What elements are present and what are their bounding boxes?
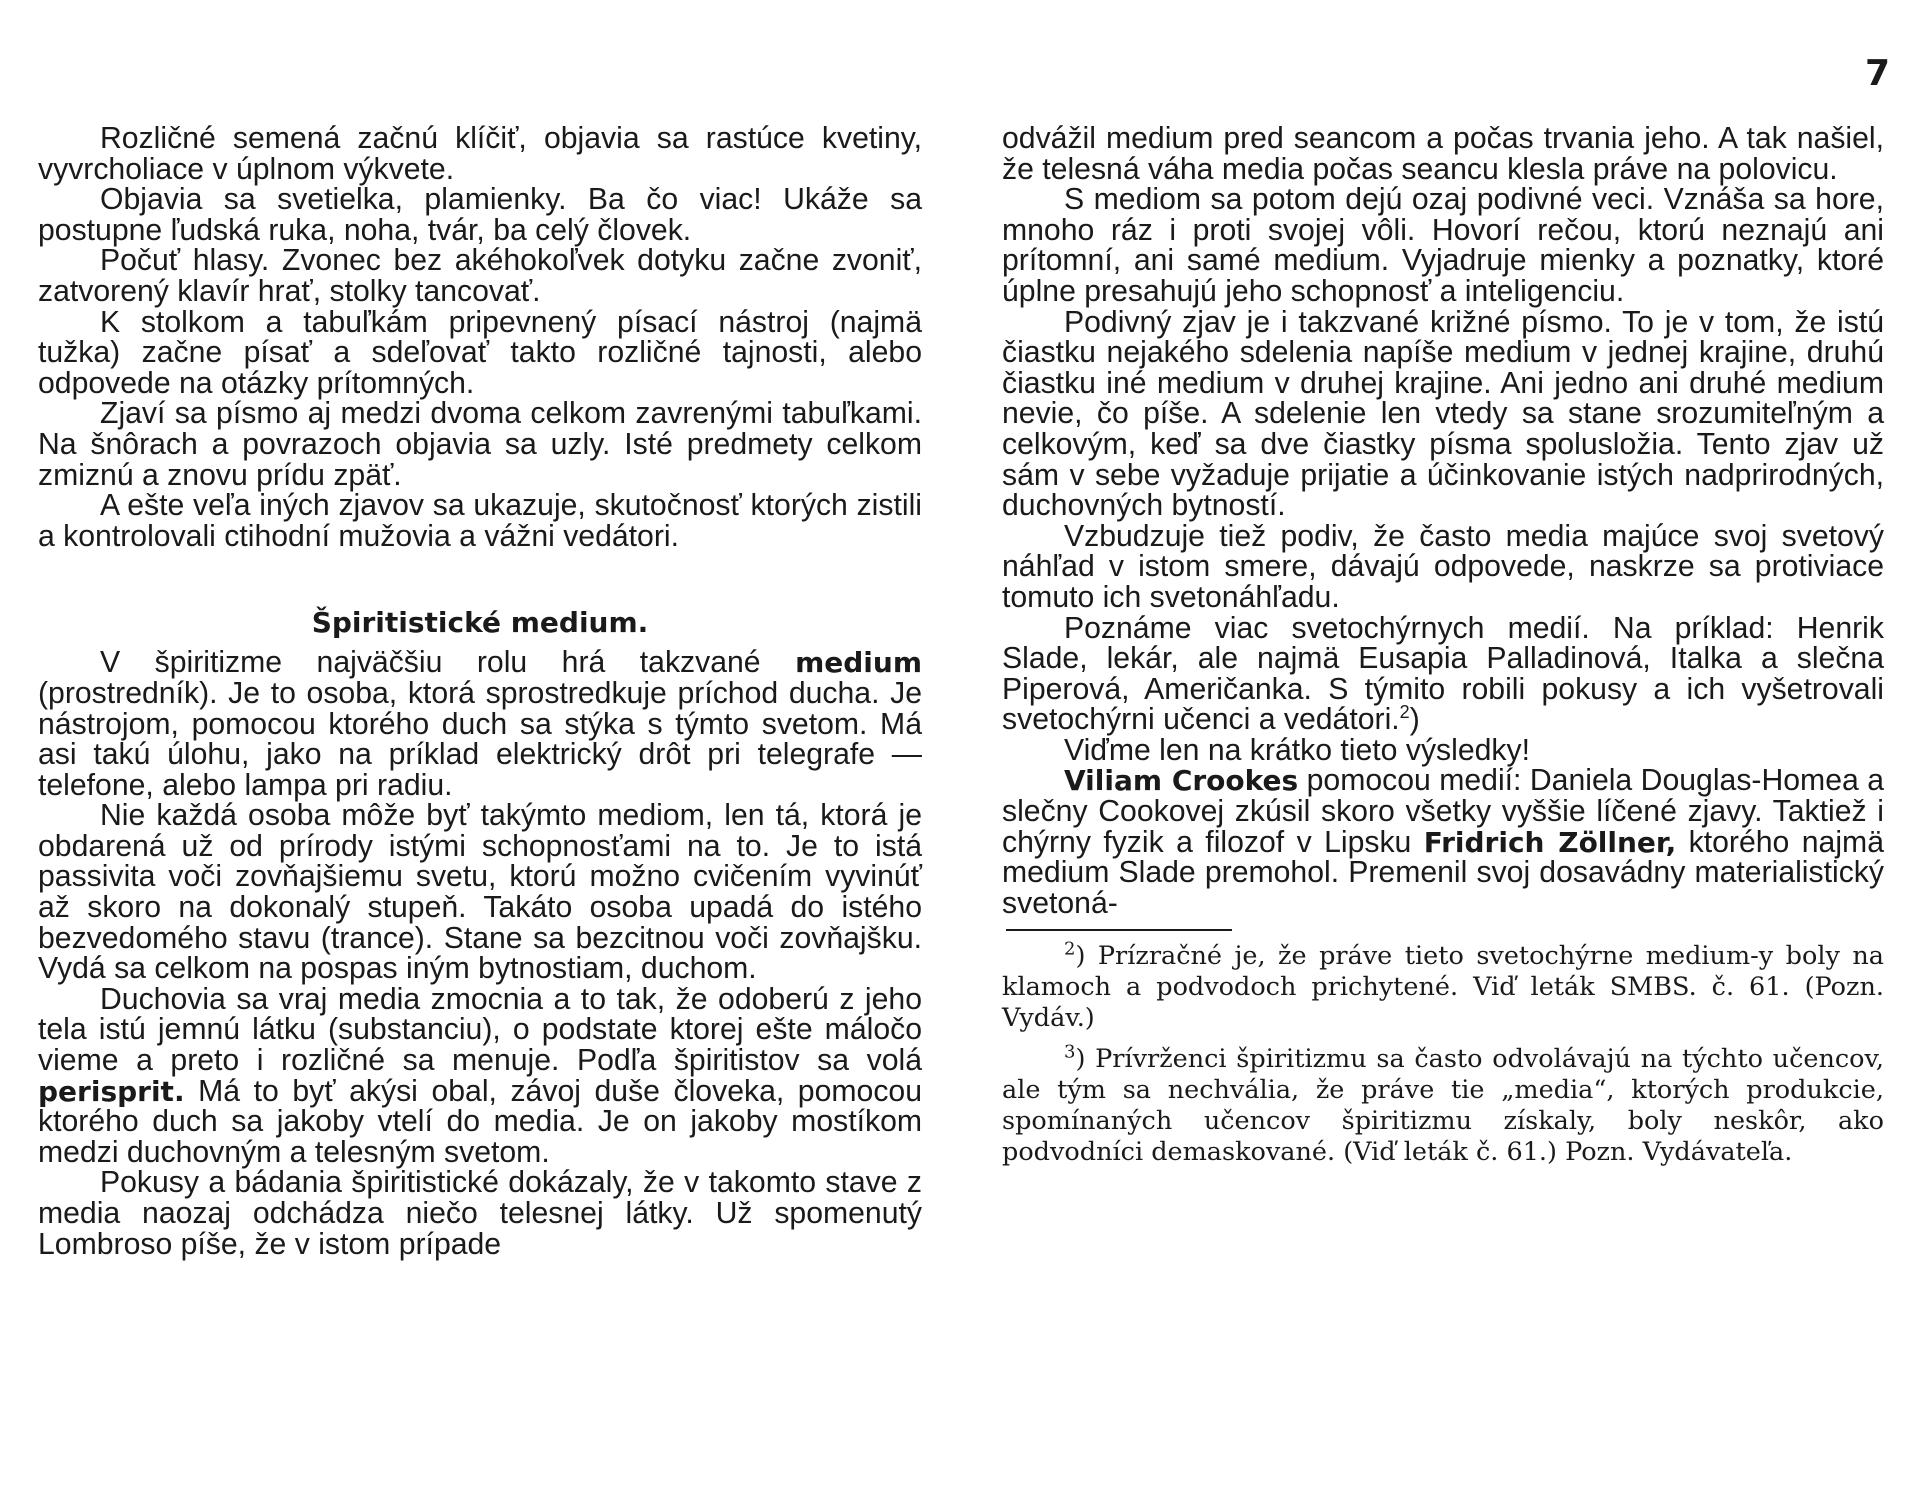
paragraph: odvážil medium pred seancom a počas trvania jeho. A tak našiel, že telesná váha media počas seancu klesla práve na polovicu. [1002,122,1884,186]
paragraph: Zjaví sa písmo aj medzi dvoma celkom zavrenými tabuľkami. Na šnôrach a povrazoch objavia sa uzly. Isté predmety celkom zmiznú a znovu prídu zpäť. [38,397,922,492]
paragraph [1002,766,1884,919]
paragraph: Podivný zjav je i takzvané križné písmo. To je v tom, že istú čiastku nejakého sdelenia napíše medium v jednej krajine, druhú čiastku iné medium v druhej krajine. Ani jedno ani druhé medium nevie, čo píše. A sdelenie len vtedy sa stane srozumiteľným a celkovým, keď sa dve čiastky písma spolusložia. Tento zjav už sám v sebe vyžaduje prijatie a účinkovanie istých nadprirodných, duchovných bytností. [1002,305,1884,523]
text-run: V špiritizme najväčšiu rolu hrá takzvané [100,646,796,680]
right-column [1002,124,1884,1178]
paragraph: Objavia sa svetielka, plamienky. Ba čo viac! Ukáže sa postupne ľudská ruka, noha, tvár, ba celý človek. [38,183,922,247]
bold-term: medium [795,646,922,680]
footnote-text: ) Prívrženci špiritizmu sa často odvolávajú na týchto učencov, ale tým sa nechvália, že práve tie „media“, ktorých produkcie, spomínaných učencov špiritizmu získaly, boly neskôr, ako podvodníci demaskované. (Viď leták č. 61.) Pozn. Vydávateľa. [1002,1044,1884,1168]
bold-name: Fridrich Zöllner, [1423,825,1677,859]
page-number: 7 [1864,53,1890,94]
footnote [1002,1041,1884,1168]
section-heading: Špiritistické medium. [311,606,649,640]
paragraph: Rozličné semená začnú klíčiť, objavia sa rastúce kvetiny, vyvrcholiace v úplnom výkvete. [38,122,922,186]
footnote-divider [1006,929,1232,931]
bold-term: perisprit. [38,1074,185,1108]
paragraph: Nie každá osoba môže byť takýmto mediom, len tá, ktorá je obdarená už od prírody istými schopnosťami na to. Je to istá passivita voči zovňajšiemu svetu, ktorú možno cvičením vyvinúť až skoro na dokonalý stupeň. Takáto osoba upadá do istého bezvedomého stavu (trance). Stane sa bezcitnou voči zovňajšku. Vydá sa celkom na pospas iným bytnostiam, duchom. [38,799,922,986]
paragraph [38,648,922,801]
footnote-ref: 2 [1399,702,1410,723]
footnote-text: ) Prízračné je, že práve tieto svetochýrne medium-y boly na klamoch a podvodoch prichytené. Viď leták SMBS. č. 61. (Pozn. Vydáv.) [1002,941,1884,1034]
paragraph: Pokusy a bádania špiritistické dokázaly, že v takomto stave z media naozaj odchádza niečo telesnej látky. Už spomenutý Lombroso píše, že v istom prípade [38,1166,922,1261]
footnote-marker: 3 [1064,1041,1076,1063]
bold-name: Viliam Crookes [1064,764,1299,798]
paragraph: Počuť hlasy. Zvonec bez akéhokoľvek dotyku začne zvoniť, zatvorený klavír hrať, stolky tancovať. [38,244,922,308]
paragraph: S mediom sa potom dejú ozaj podivné veci. Vznáša sa hore, mnoho ráz i proti svojej vôli. Hovorí rečou, ktorú neznajú ani prítomní, ani samé medium. Vyjadruje mienky a poznatky, ktoré úplne presahujú jeho schopnosť a inteligenciu. [1002,183,1884,308]
text-run: Duchovia sa vraj media zmocnia a to tak, že odoberú z jeho tela istú jemnú látku (substanciu), o podstate ktorej ešte máločo vieme a preto i rozličné sa menuje. Podľa špiritistov sa volá [38,982,922,1078]
paragraph: K stolkom a tabuľkám pripevnený písací nástroj (najmä tužka) začne písať a sdeľovať takto rozličné tajnosti, alebo odpovede na otázky prítomných. [38,305,922,400]
paragraph [1002,611,1884,737]
paragraph: A ešte veľa iných zjavov sa ukazuje, skutočnosť ktorých zistili a kontrolovali ctihodní mužovia a vážni vedátori. [38,489,922,553]
paragraph: Vzbudzuje tiež podiv, že často media majúce svoj svetový náhľad v istom smere, dávajú odpovede, naskrze sa protiviace tomuto ich svetonáhľadu. [1002,519,1884,614]
text-run: pomocou medií: Daniela Douglas-Homea a slečny Cookovej zkúsil skoro všetky vyššie líčené zjavy. Taktiež i chýrny fyzik a filozof v Lipsku [1002,764,1884,859]
text-run: (prostredník). Je to osoba, ktorá sprostredkuje príchod ducha. Je nástrojom, pomocou ktorého duch sa stýka s týmto svetom. Má asi takú úlohu, jako na príklad elektrický drôt pri telegrafe — telefone, alebo lampa pri radiu. [38,676,922,802]
text-run: Poznáme viac svetochýrnych medií. Na príklad: Henrik Slade, lekár, ale najmä Eusapia Palladinová, Italka a slečna Piperová, Američanka. S týmito robili pokusy a ich vyšetrovali svetochýrni učenci a vedátori. [1002,611,1884,737]
text-run: ) [1409,703,1420,737]
footnote-marker: 2 [1064,938,1076,960]
paragraph [38,982,922,1169]
left-column [38,124,922,1260]
text-run: Má to byť akýsi obal, závoj duše človeka, pomocou ktorého duch sa jakoby vtelí do media. Je on jakoby mostíkom medzi duchovným a telesným svetom. [38,1074,922,1169]
paragraph: Viďme len na krátko tieto výsledky! [1064,733,1530,767]
text-run: ktorého najmä medium Slade premohol. Premenil svoj dosavádny materialistický svetoná- [1002,825,1884,920]
footnote [1002,938,1884,1034]
